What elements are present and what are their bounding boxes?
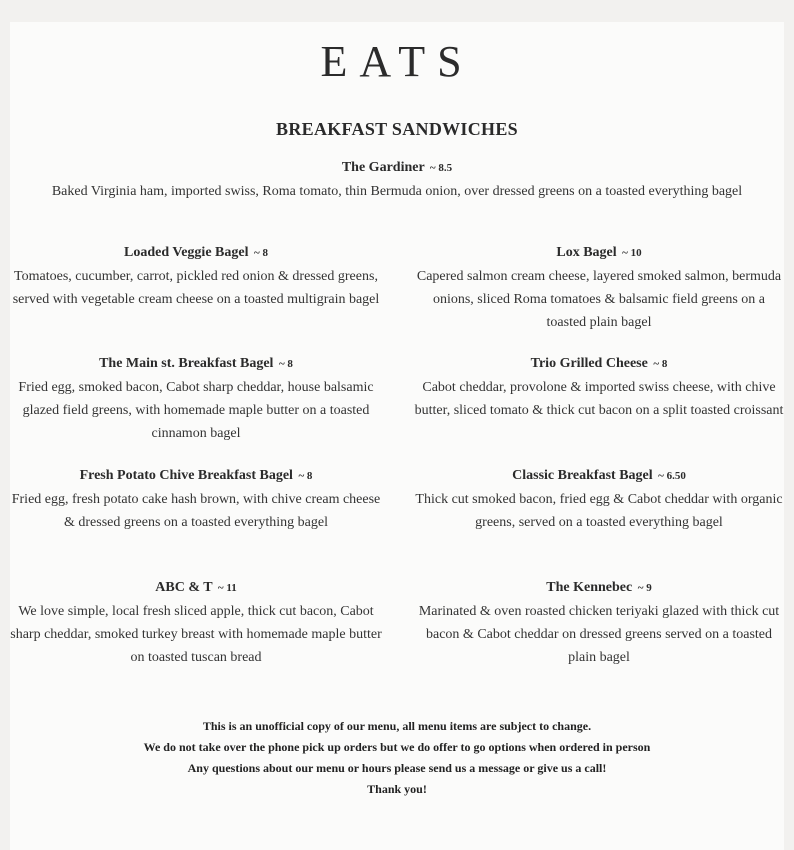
item-price: ~ 9 (637, 582, 652, 594)
item-price: ~ 8 (298, 470, 313, 482)
item-name: Trio Grilled Cheese (530, 356, 648, 371)
menu-footer-notes (10, 716, 784, 800)
menu-item (10, 244, 382, 311)
item-name: The Kennebec (546, 580, 633, 595)
item-heading (414, 355, 784, 373)
item-name: Fresh Potato Chive Breakfast Bagel (79, 468, 293, 483)
item-price: ~ 8 (253, 247, 268, 259)
footer-note: We do not take over the phone pick up orders but we do offer to go options when ordered in person (143, 740, 651, 754)
item-price: ~ 8 (278, 358, 293, 370)
menu-item-featured (10, 159, 784, 203)
item-name: The Main st. Breakfast Bagel (99, 356, 274, 371)
item-description: Fried egg, fresh potato cake hash brown, with chive cream cheese & dressed greens on a toasted everything bagel (11, 492, 381, 530)
item-name: Loaded Veggie Bagel (124, 245, 249, 260)
menu-item (414, 467, 784, 534)
item-description: Marinated & oven roasted chicken teriyaki glazed with thick cut bacon & Cabot cheddar on dressed greens served on a toasted plain bagel (418, 604, 780, 665)
item-description: Tomatoes, cucumber, carrot, pickled red onion & dressed greens, served with vegetable cream cheese on a toasted multigrain bagel (12, 269, 380, 307)
item-heading (414, 579, 784, 597)
item-heading (414, 244, 784, 262)
item-price: ~ 8 (653, 358, 668, 370)
item-price: ~ 8.5 (429, 162, 453, 174)
item-heading (10, 579, 382, 597)
footer-note: This is an unofficial copy of our menu, all menu items are subject to change. (202, 719, 592, 733)
item-description: We love simple, local fresh sliced apple, thick cut bacon, Cabot sharp cheddar, smoked turkey breast with homemade maple butter on toasted tuscan bread (10, 604, 382, 665)
menu-item (414, 355, 784, 422)
menu-item (414, 244, 784, 334)
item-price: ~ 11 (217, 582, 237, 594)
item-heading (10, 159, 784, 177)
item-price: ~ 6.50 (658, 470, 686, 482)
item-heading (414, 467, 784, 485)
item-description: Capered salmon cream cheese, layered smoked salmon, bermuda onions, sliced Roma tomatoes & balsamic field greens on a toasted plain bagel (416, 269, 782, 330)
item-name: Classic Breakfast Bagel (512, 468, 653, 483)
item-name: The Gardiner (341, 160, 425, 175)
menu-item (10, 579, 382, 669)
menu-item (414, 579, 784, 669)
item-description: Cabot cheddar, provolone & imported swiss cheese, with chive butter, sliced tomato & thick cut bacon on a split toasted croissant (414, 380, 784, 418)
footer-note: Thank you! (367, 782, 427, 796)
menu-brand-title: EATS (320, 37, 474, 86)
item-name: ABC & T (155, 580, 213, 595)
item-description: Baked Virginia ham, imported swiss, Roma tomato, thin Bermuda onion, over dressed greens on a toasted everything bagel (51, 184, 743, 199)
item-description: Fried egg, smoked bacon, Cabot sharp cheddar, house balsamic glazed field greens, with homemade maple butter on a toasted cinnamon bagel (18, 380, 374, 441)
item-heading (10, 467, 382, 485)
item-description: Thick cut smoked bacon, fried egg & Cabot cheddar with organic greens, served on a toasted everything bagel (415, 492, 783, 530)
menu-item (10, 355, 382, 445)
section-title: BREAKFAST SANDWICHES (276, 119, 518, 139)
item-name: Lox Bagel (556, 245, 617, 260)
item-heading (10, 244, 382, 262)
menu-item (10, 467, 382, 534)
footer-note: Any questions about our menu or hours please send us a message or give us a call! (187, 761, 607, 775)
item-heading (10, 355, 382, 373)
menu-page (10, 22, 784, 850)
item-price: ~ 10 (622, 247, 642, 259)
